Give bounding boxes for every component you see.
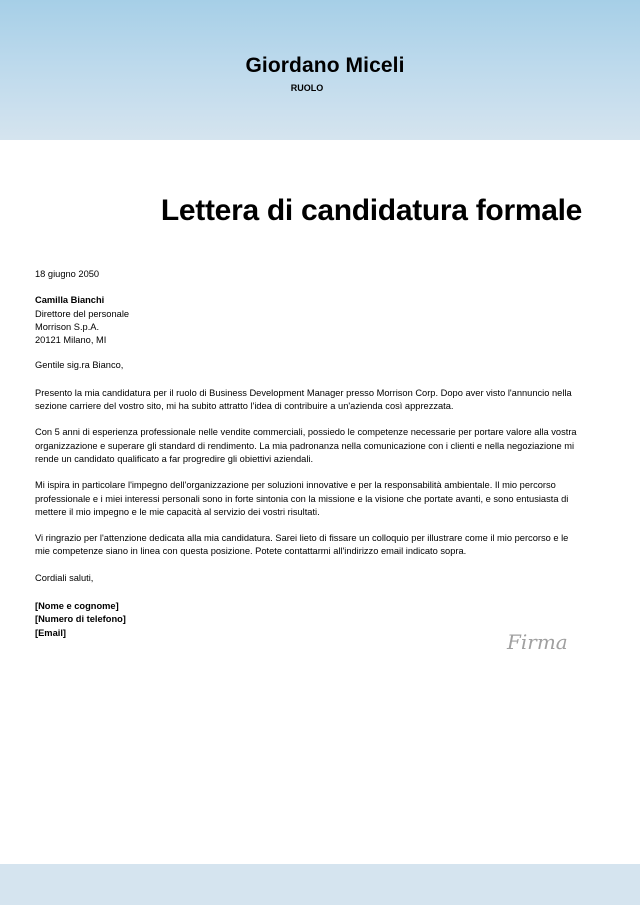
paragraph: Con 5 anni di esperienza professionale nelle vendite commerciali, possiedo le competenze necessarie per portare valore alla vostra organizzazione e superare gli standard di rendimento. La mia padronanza nella comunicazione con i clienti e nella negoziazione mi rende un candidato qualificato a far progredire gli obiettivi aziendali. bbox=[35, 427, 577, 464]
document-title: Lettera di candidatura formale bbox=[160, 194, 582, 227]
letter-date: 18 giugno 2050 bbox=[35, 269, 100, 279]
letter-body bbox=[35, 268, 580, 640]
recipient-block bbox=[35, 294, 580, 347]
author-role: RUOLO bbox=[290, 83, 324, 93]
closing: Cordiali saluti, bbox=[35, 572, 94, 583]
recipient-name: Camilla Bianchi bbox=[35, 295, 105, 306]
sender-email: [Email] bbox=[35, 627, 66, 638]
recipient-address: 20121 Milano, MI bbox=[35, 335, 107, 346]
footer-band bbox=[0, 864, 640, 905]
recipient-position: Direttore del personale bbox=[35, 308, 130, 319]
salutation: Gentile sig.ra Bianco, bbox=[35, 360, 124, 371]
recipient-company: Morrison S.p.A. bbox=[35, 321, 100, 332]
sender-phone: [Numero di telefono] bbox=[35, 614, 126, 625]
signature: Firma bbox=[507, 630, 568, 654]
sender-name: [Nome e cognome] bbox=[35, 601, 119, 612]
paragraph: Presento la mia candidatura per il ruolo di Business Development Manager presso Morrison Corp. Dopo aver visto l'annuncio nella sezione carriere del vostro sito, mi ha subito attratto l'idea di contribuire a un'azienda così apprezzata. bbox=[35, 387, 572, 412]
sender-block bbox=[35, 600, 580, 640]
author-name: Giordano Miceli bbox=[245, 54, 405, 77]
paragraph: Vi ringrazio per l'attenzione dedicata alla mia candidatura. Sarei lieto di fissare un colloquio per illustrare come il mio percorso e le mie competenze siano in linea con questa posizione. Potete contattarmi all'indirizzo email indicato sopra. bbox=[35, 533, 569, 557]
paragraph: Mi ispira in particolare l'impegno dell'organizzazione per soluzioni innovative e per la responsabilità ambientale. Il mio percorso professionale e i miei interessi personali sono in forte sintonia con la missione e la visione che portate avanti, e sono entusiasta di mettere il mio impegno e le mie capacità al servizio dei vostri risultati. bbox=[35, 480, 569, 517]
